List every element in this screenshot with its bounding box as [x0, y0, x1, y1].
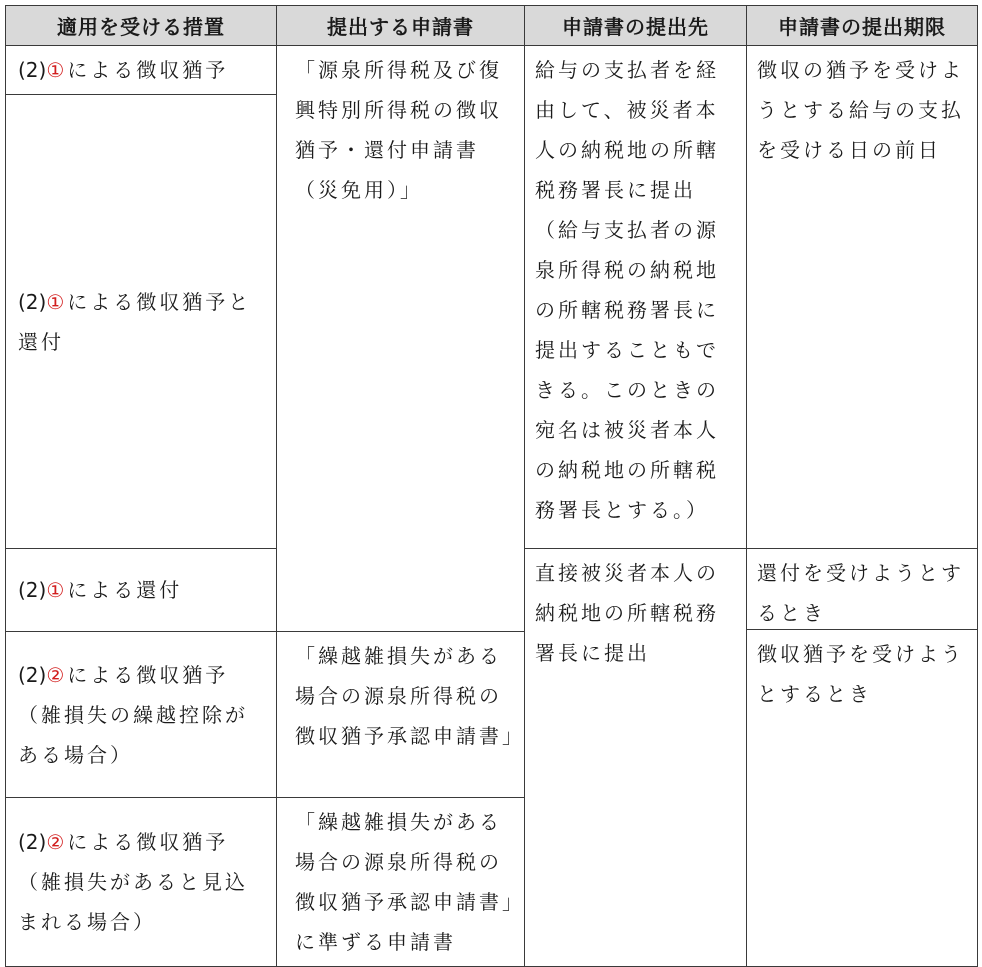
header-row [6, 6, 978, 46]
deadline-cell [747, 549, 978, 967]
circled-number: ① [46, 289, 68, 314]
circled-number: ① [46, 58, 68, 82]
document-cell: 「源泉所得税及び復興特別所得税の徴収猶予・還付申請書（災免用）」 [277, 46, 525, 632]
table-row [6, 46, 978, 95]
document-cell: 「繰越雑損失がある場合の源泉所得税の徴収猶予承認申請書」に準ずる申請書 [277, 798, 525, 967]
measure-text: による徴収猶予（雑損失の繰越控除がある場合） [18, 662, 248, 767]
measure-prefix: (2) [18, 578, 47, 602]
circled-number: ② [46, 830, 68, 854]
header-destination: 申請書の提出先 [525, 6, 747, 46]
measure-cell [6, 46, 277, 95]
circled-number: ① [46, 578, 68, 602]
measure-text: による徴収猶予と還付 [18, 289, 252, 354]
measure-prefix: (2) [18, 830, 47, 854]
deadline-cell: 徴収の猶予を受けようとする給与の支払を受ける日の前日 [747, 46, 978, 549]
header-deadline: 申請書の提出期限 [747, 6, 978, 46]
application-table [5, 5, 978, 967]
measure-prefix: (2) [18, 289, 47, 314]
measure-cell [6, 549, 277, 632]
measure-cell [6, 798, 277, 967]
measure-text: による還付 [67, 578, 183, 602]
header-measure: 適用を受ける措置 [6, 6, 277, 46]
destination-cell: 給与の支払者を経由して、被災者本人の納税地の所轄税務署長に提出（給与支払者の源泉所得税の納税地の所轄税務署長に提出することもできる。このときの宛名は被災者本人の納税地の所轄税務署長とする。） [525, 46, 747, 549]
deadline-deferral: 徴収猶予を受けようとするとき [757, 642, 964, 706]
header-document: 提出する申請書 [277, 6, 525, 46]
circled-number: ② [46, 662, 68, 687]
measure-text: による徴収猶予（雑損失があると見込まれる場合） [18, 830, 248, 934]
measure-prefix: (2) [18, 58, 47, 82]
measure-text: による徴収猶予 [67, 58, 229, 82]
measure-cell [6, 95, 277, 549]
destination-cell: 直接被災者本人の納税地の所轄税務署長に提出 [525, 549, 747, 967]
deadline-refund: 還付を受けようとするとき [747, 549, 977, 630]
document-cell: 「繰越雑損失がある場合の源泉所得税の徴収猶予承認申請書」 [277, 632, 525, 798]
measure-prefix: (2) [18, 662, 47, 687]
measure-cell [6, 632, 277, 798]
